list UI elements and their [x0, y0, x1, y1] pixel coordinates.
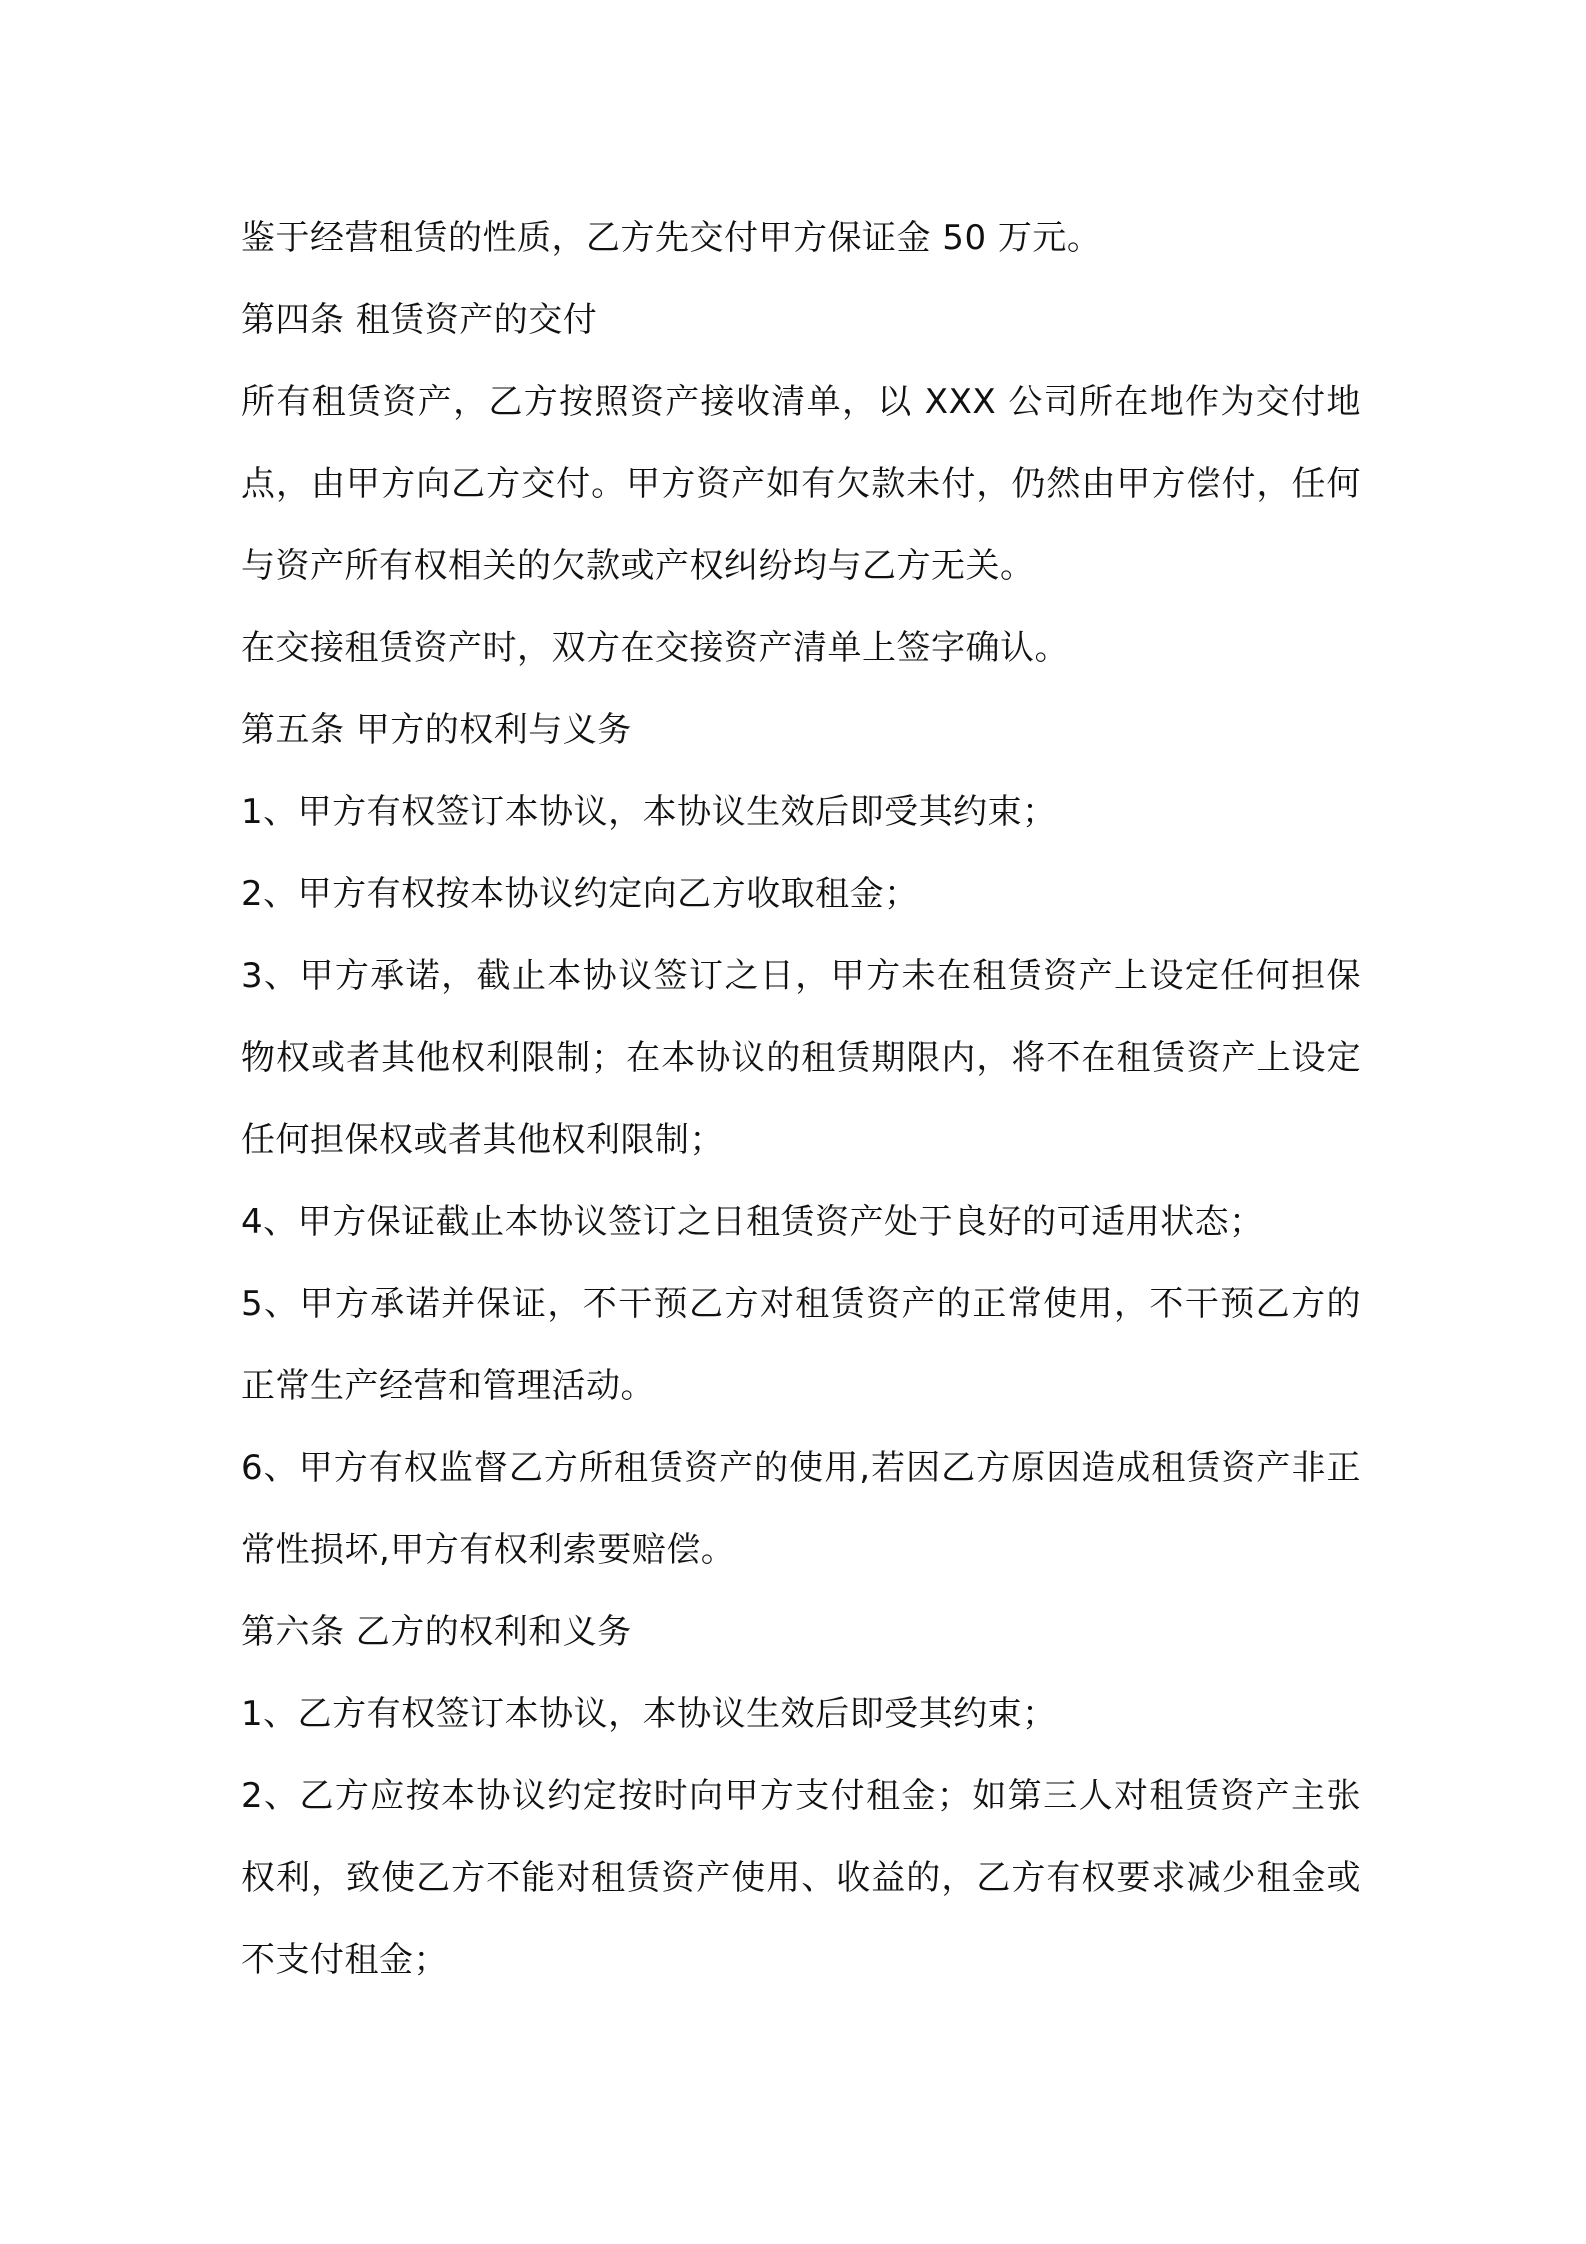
party-b-item-1: 1、乙方有权签订本协议，本协议生效后即受其约束； [241, 1694, 1057, 1734]
handover-paragraph: 在交接租赁资产时，双方在交接资产清单上签字确认。 [241, 628, 1069, 668]
delivery-paragraph: 所有租赁资产，乙方按照资产接收清单，以 XXX 公司所在地作为交付地点，由甲方向乙方交付。甲方资产如有欠款未付，仍然由甲方偿付，任何与资产所有权相关的欠款或产权纠纷均与乙方无关。 [241, 382, 1361, 586]
document-body [241, 197, 1361, 2001]
article-six-heading: 第六条 乙方的权利和义务 [241, 1612, 632, 1652]
party-a-item-6: 6、甲方有权监督乙方所租赁资产的使用,若因乙方原因造成租赁资产非正常性损坏,甲方有权利索要赔偿。 [241, 1448, 1361, 1570]
party-a-item-2: 2、甲方有权按本协议约定向乙方收取租金； [241, 874, 919, 914]
party-a-item-4: 4、甲方保证截止本协议签订之日租赁资产处于良好的可适用状态； [241, 1202, 1264, 1242]
article-four-heading: 第四条 租赁资产的交付 [241, 300, 598, 340]
party-b-item-2: 2、乙方应按本协议约定按时向甲方支付租金；如第三人对租赁资产主张权利，致使乙方不能对租赁资产使用、收益的，乙方有权要求减少租金或不支付租金； [241, 1776, 1361, 1980]
deposit-paragraph: 鉴于经营租赁的性质，乙方先交付甲方保证金 50 万元。 [241, 218, 1102, 258]
party-a-item-1: 1、甲方有权签订本协议，本协议生效后即受其约束； [241, 792, 1057, 832]
party-a-item-5: 5、甲方承诺并保证，不干预乙方对租赁资产的正常使用，不干预乙方的正常生产经营和管理活动。 [241, 1284, 1361, 1406]
article-five-heading: 第五条 甲方的权利与义务 [241, 710, 632, 750]
party-a-item-3: 3、甲方承诺，截止本协议签订之日，甲方未在租赁资产上设定任何担保物权或者其他权利限制；在本协议的租赁期限内，将不在租赁资产上设定任何担保权或者其他权利限制； [241, 956, 1361, 1160]
